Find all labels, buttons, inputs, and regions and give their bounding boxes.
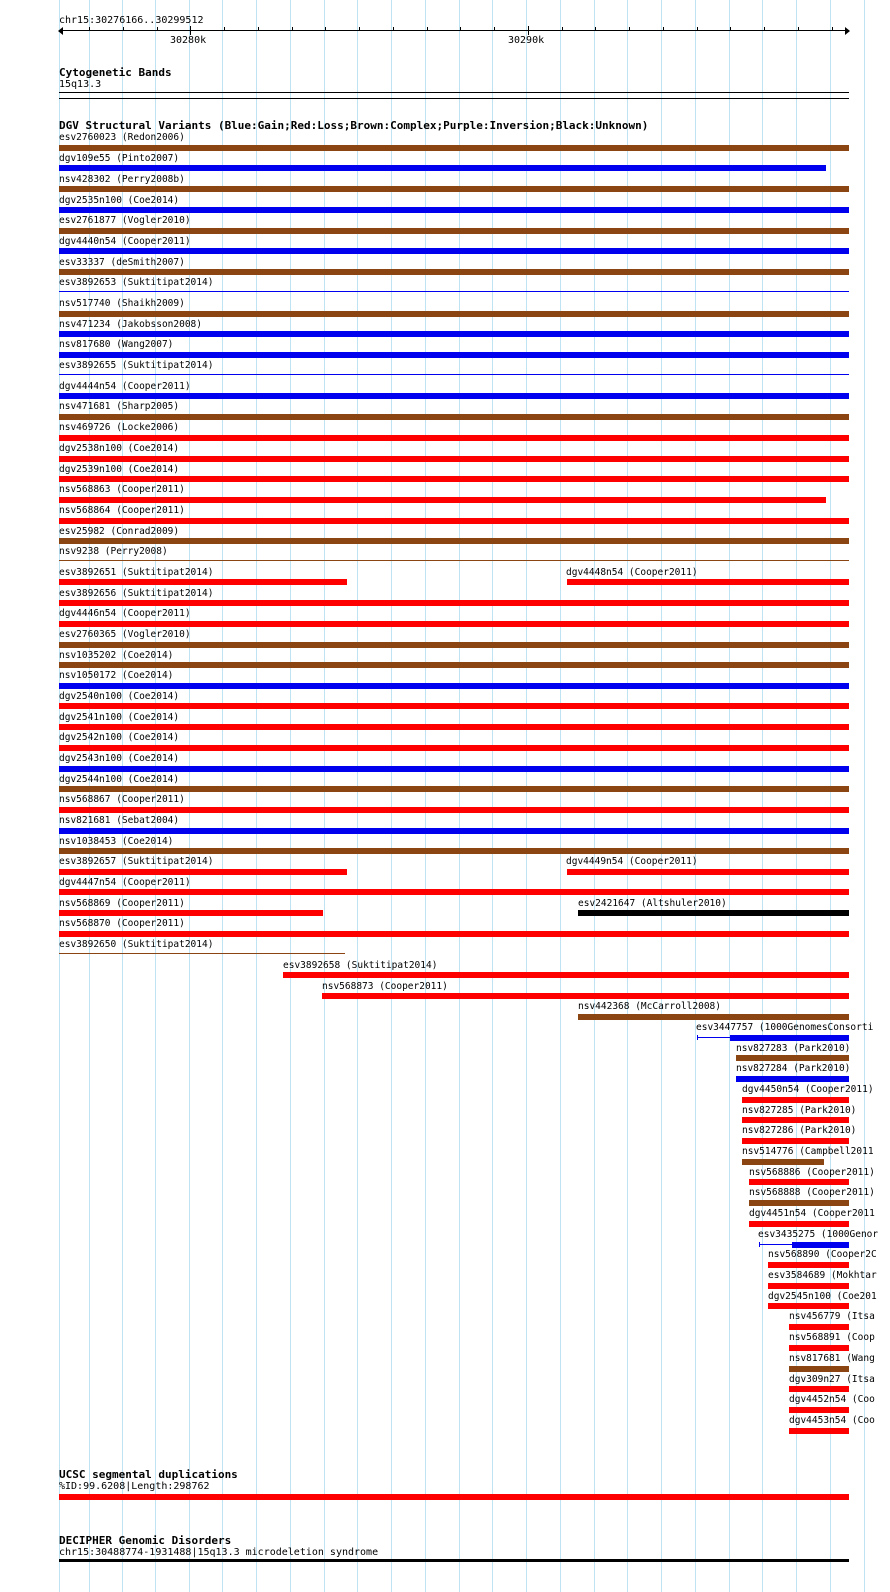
ruler-tick bbox=[258, 27, 259, 31]
feature-label: esv3892657 (Suktitipat2014) bbox=[59, 856, 214, 867]
ruler-right-arrow-icon bbox=[845, 27, 850, 35]
variant-bar[interactable] bbox=[742, 1097, 849, 1103]
ruler-tick bbox=[730, 27, 731, 31]
variant-bar[interactable] bbox=[749, 1200, 849, 1206]
feature-label: dgv4447n54 (Cooper2011) bbox=[59, 877, 191, 888]
variant-bar[interactable] bbox=[742, 1159, 824, 1165]
feature-label: dgv2541n100 (Coe2014) bbox=[59, 712, 180, 723]
variant-bar[interactable] bbox=[768, 1303, 849, 1309]
variant-bar[interactable] bbox=[59, 145, 849, 151]
variant-bar[interactable] bbox=[59, 269, 849, 275]
variant-bar[interactable] bbox=[789, 1386, 849, 1392]
feature-label: nsv827285 (Park2010) bbox=[742, 1105, 857, 1116]
ruler-tick bbox=[157, 27, 158, 31]
ruler-tick bbox=[359, 27, 360, 31]
ruler-tick bbox=[832, 27, 833, 31]
feature-label: esv3892653 (Suktitipat2014) bbox=[59, 277, 214, 288]
feature-label: dgv4446n54 (Cooper2011) bbox=[59, 608, 191, 619]
ruler-tick bbox=[224, 27, 225, 31]
feature-label: dgv4450n54 (Cooper2011) bbox=[742, 1084, 874, 1095]
variant-bar[interactable] bbox=[742, 1117, 849, 1123]
ruler-tick bbox=[427, 27, 428, 31]
feature-label: dgv2545n100 (Coe201 bbox=[768, 1291, 877, 1302]
feature-label: dgv4452n54 (Coo bbox=[789, 1394, 875, 1405]
variant-bar[interactable] bbox=[59, 889, 849, 895]
grid-line bbox=[695, 0, 696, 1592]
ruler-tick-label: 30280k bbox=[170, 35, 207, 46]
variant-bar[interactable] bbox=[59, 538, 849, 544]
feature-label: nsv817681 (Wang bbox=[789, 1353, 875, 1364]
segdup-feature-bar[interactable] bbox=[59, 1494, 849, 1500]
variant-bar[interactable] bbox=[59, 497, 826, 503]
variant-bar[interactable] bbox=[59, 662, 849, 668]
variant-bar[interactable] bbox=[59, 931, 849, 937]
grid-line bbox=[324, 0, 325, 1592]
grid-line bbox=[729, 0, 730, 1592]
grid-line bbox=[492, 0, 493, 1592]
cytoband-label: 15q13.3 bbox=[59, 79, 102, 90]
ruler-tick bbox=[325, 27, 326, 31]
variant-connector bbox=[697, 1037, 730, 1038]
variant-bar[interactable] bbox=[730, 1035, 849, 1041]
variant-bar[interactable] bbox=[59, 476, 849, 482]
feature-label: nsv469726 (Locke2006) bbox=[59, 422, 180, 433]
variant-connector bbox=[759, 1244, 792, 1245]
ruler-tick bbox=[663, 27, 664, 31]
grid-line bbox=[391, 0, 392, 1592]
feature-label: nsv821681 (Sebat2004) bbox=[59, 815, 180, 826]
feature-label: esv2760365 (Vogler2010) bbox=[59, 629, 191, 640]
feature-label: esv3892655 (Suktitipat2014) bbox=[59, 360, 214, 371]
ruler-tick bbox=[460, 27, 461, 31]
feature-label: esv2421647 (Altshuler2010) bbox=[578, 898, 727, 909]
feature-label: nsv9238 (Perry2008) bbox=[59, 546, 168, 557]
feature-label: nsv517740 (Shaikh2009) bbox=[59, 298, 185, 309]
feature-label: nsv568886 (Cooper2011) bbox=[749, 1167, 875, 1178]
track-title: Cytogenetic Bands bbox=[59, 66, 172, 79]
feature-label: nsv442368 (McCarroll2008) bbox=[578, 1001, 721, 1012]
variant-bar[interactable] bbox=[59, 228, 849, 234]
feature-label: dgv2539n100 (Coe2014) bbox=[59, 464, 180, 475]
variant-bar[interactable] bbox=[59, 291, 849, 292]
variant-endcap bbox=[759, 1242, 760, 1247]
variant-bar[interactable] bbox=[59, 786, 849, 792]
feature-label: chr15:30488774-1931488|15q13.3 microdeletion syndrome bbox=[59, 1547, 379, 1558]
ruler-tick bbox=[190, 26, 191, 35]
grid-line bbox=[357, 0, 358, 1592]
feature-label: nsv471234 (Jakobsson2008) bbox=[59, 319, 202, 330]
feature-label: nsv514776 (Campbell2011 bbox=[742, 1146, 874, 1157]
variant-bar[interactable] bbox=[59, 703, 849, 709]
grid-line bbox=[290, 0, 291, 1592]
grid-line bbox=[459, 0, 460, 1592]
feature-label: dgv4448n54 (Cooper2011) bbox=[566, 567, 698, 578]
feature-label: esv3584689 (Mokhtar bbox=[768, 1270, 877, 1281]
variant-bar[interactable] bbox=[789, 1324, 849, 1330]
feature-label: dgv2540n100 (Coe2014) bbox=[59, 691, 180, 702]
feature-label: nsv428302 (Perry2008b) bbox=[59, 174, 185, 185]
feature-label: nsv1050172 (Coe2014) bbox=[59, 670, 174, 681]
cytoband-lower-line bbox=[59, 98, 849, 99]
feature-label: nsv827284 (Park2010) bbox=[736, 1063, 851, 1074]
feature-label: esv25982 (Conrad2009) bbox=[59, 526, 180, 537]
ruler-tick bbox=[798, 27, 799, 31]
feature-label: esv3892656 (Suktitipat2014) bbox=[59, 588, 214, 599]
variant-bar[interactable] bbox=[736, 1076, 849, 1082]
grid-line bbox=[594, 0, 595, 1592]
variant-bar[interactable] bbox=[792, 1242, 849, 1248]
grid-line bbox=[661, 0, 662, 1592]
feature-label: esv2760023 (Redon2006) bbox=[59, 132, 185, 143]
variant-bar[interactable] bbox=[59, 352, 849, 358]
feature-label: nsv817680 (Wang2007) bbox=[59, 339, 174, 350]
ruler-tick bbox=[292, 27, 293, 31]
feature-label: dgv4444n54 (Cooper2011) bbox=[59, 381, 191, 392]
variant-bar[interactable] bbox=[59, 331, 849, 337]
variant-bar[interactable] bbox=[567, 579, 849, 585]
decipher-feature-bar[interactable] bbox=[59, 1559, 849, 1562]
feature-label: nsv1038453 (Coe2014) bbox=[59, 836, 174, 847]
variant-bar[interactable] bbox=[59, 910, 323, 916]
track-title: UCSC segmental duplications bbox=[59, 1468, 238, 1481]
track-title: DECIPHER Genomic Disorders bbox=[59, 1534, 232, 1547]
variant-bar[interactable] bbox=[59, 745, 849, 751]
variant-bar[interactable] bbox=[59, 207, 849, 213]
feature-label: nsv456779 (Itsa bbox=[789, 1311, 875, 1322]
feature-label: dgv2535n100 (Coe2014) bbox=[59, 195, 180, 206]
variant-bar[interactable] bbox=[59, 869, 347, 875]
variant-bar[interactable] bbox=[749, 1221, 849, 1227]
variant-bar[interactable] bbox=[59, 953, 345, 954]
grid-line bbox=[256, 0, 257, 1592]
feature-label: dgv4449n54 (Cooper2011) bbox=[566, 856, 698, 867]
grid-line bbox=[222, 0, 223, 1592]
grid-line bbox=[627, 0, 628, 1592]
feature-label: nsv568864 (Cooper2011) bbox=[59, 505, 185, 516]
variant-bar[interactable] bbox=[578, 910, 849, 916]
ruler-left-arrow-icon bbox=[58, 27, 63, 35]
variant-bar[interactable] bbox=[59, 683, 849, 689]
feature-label: nsv568869 (Cooper2011) bbox=[59, 898, 185, 909]
feature-label: dgv2544n100 (Coe2014) bbox=[59, 774, 180, 785]
variant-bar[interactable] bbox=[736, 1055, 849, 1061]
grid-line bbox=[526, 0, 527, 1592]
variant-bar[interactable] bbox=[59, 435, 849, 441]
variant-bar[interactable] bbox=[578, 1014, 849, 1020]
cytoband-upper-line bbox=[59, 92, 849, 93]
variant-bar[interactable] bbox=[59, 393, 849, 399]
ruler-tick bbox=[595, 27, 596, 31]
feature-label: nsv568873 (Cooper2011) bbox=[322, 981, 448, 992]
ruler-tick-label: 30290k bbox=[508, 35, 545, 46]
grid-line bbox=[560, 0, 561, 1592]
feature-label: nsv827286 (Park2010) bbox=[742, 1125, 857, 1136]
ruler-tick bbox=[123, 27, 124, 31]
variant-bar[interactable] bbox=[768, 1262, 849, 1268]
variant-bar[interactable] bbox=[59, 560, 849, 561]
feature-label: nsv827283 (Park2010) bbox=[736, 1043, 851, 1054]
variant-bar[interactable] bbox=[749, 1179, 849, 1185]
variant-bar[interactable] bbox=[59, 579, 347, 585]
feature-label: dgv2543n100 (Coe2014) bbox=[59, 753, 180, 764]
feature-label: nsv568888 (Cooper2011) bbox=[749, 1187, 875, 1198]
feature-label: dgv2538n100 (Coe2014) bbox=[59, 443, 180, 454]
feature-label: dgv4451n54 (Cooper2011 bbox=[749, 1208, 875, 1219]
variant-bar[interactable] bbox=[59, 807, 849, 813]
grid-line bbox=[762, 0, 763, 1592]
variant-bar[interactable] bbox=[59, 248, 849, 254]
variant-bar[interactable] bbox=[59, 828, 849, 834]
variant-bar[interactable] bbox=[283, 972, 849, 978]
feature-label: dgv4440n54 (Cooper2011) bbox=[59, 236, 191, 247]
variant-bar[interactable] bbox=[567, 869, 849, 875]
feature-label: esv3435275 (1000Genor bbox=[758, 1229, 879, 1240]
variant-endcap bbox=[697, 1035, 698, 1040]
feature-label: esv3892651 (Suktitipat2014) bbox=[59, 567, 214, 578]
feature-label: nsv568863 (Cooper2011) bbox=[59, 484, 185, 495]
feature-label: nsv1035202 (Coe2014) bbox=[59, 650, 174, 661]
ruler-tick bbox=[494, 27, 495, 31]
feature-label: nsv568867 (Cooper2011) bbox=[59, 794, 185, 805]
variant-bar[interactable] bbox=[59, 414, 849, 420]
variant-bar[interactable] bbox=[59, 642, 849, 648]
variant-bar[interactable] bbox=[789, 1366, 849, 1372]
feature-label: esv3447757 (1000GenomesConsorti bbox=[696, 1022, 874, 1033]
feature-label: nsv568890 (Cooper2C bbox=[768, 1249, 877, 1260]
variant-bar[interactable] bbox=[789, 1407, 849, 1413]
feature-label: esv2761877 (Vogler2010) bbox=[59, 215, 191, 226]
ruler-tick bbox=[629, 27, 630, 31]
feature-label: dgv109e55 (Pinto2007) bbox=[59, 153, 180, 164]
feature-label: esv33337 (deSmith2007) bbox=[59, 257, 185, 268]
feature-label: esv3892658 (Suktitipat2014) bbox=[283, 960, 438, 971]
feature-label: nsv471681 (Sharp2005) bbox=[59, 401, 180, 412]
feature-label: dgv4453n54 (Coo bbox=[789, 1415, 875, 1426]
variant-bar[interactable] bbox=[768, 1283, 849, 1289]
variant-bar[interactable] bbox=[59, 456, 849, 462]
variant-bar[interactable] bbox=[789, 1428, 849, 1434]
ruler-tick bbox=[393, 27, 394, 31]
variant-bar[interactable] bbox=[59, 518, 849, 524]
variant-bar[interactable] bbox=[59, 186, 849, 192]
ruler-tick bbox=[89, 27, 90, 31]
variant-bar[interactable] bbox=[742, 1138, 849, 1144]
grid-line bbox=[425, 0, 426, 1592]
variant-bar[interactable] bbox=[59, 165, 826, 171]
ruler-range-label: chr15:30276166..30299512 bbox=[59, 15, 204, 26]
feature-label: dgv2542n100 (Coe2014) bbox=[59, 732, 180, 743]
ruler-tick bbox=[562, 27, 563, 31]
variant-bar[interactable] bbox=[59, 311, 849, 317]
variant-bar[interactable] bbox=[59, 724, 849, 730]
variant-bar[interactable] bbox=[59, 766, 849, 772]
ruler-tick bbox=[764, 27, 765, 31]
feature-label: nsv568870 (Cooper2011) bbox=[59, 918, 185, 929]
variant-bar[interactable] bbox=[59, 848, 849, 854]
variant-bar[interactable] bbox=[59, 600, 849, 606]
variant-bar[interactable] bbox=[59, 374, 849, 375]
variant-bar[interactable] bbox=[322, 993, 849, 999]
feature-label: nsv568891 (Coop bbox=[789, 1332, 875, 1343]
track-title: DGV Structural Variants (Blue:Gain;Red:Loss;Brown:Complex;Purple:Inversion;Black:Unknown) bbox=[59, 119, 649, 132]
variant-bar[interactable] bbox=[789, 1345, 849, 1351]
variant-bar[interactable] bbox=[59, 621, 849, 627]
ruler-tick bbox=[697, 27, 698, 31]
ruler-tick bbox=[528, 26, 529, 35]
feature-label: esv3892650 (Suktitipat2014) bbox=[59, 939, 214, 950]
feature-label: dgv309n27 (Itsa bbox=[789, 1374, 875, 1385]
feature-label: %ID:99.6208|Length:298762 bbox=[59, 1481, 210, 1492]
